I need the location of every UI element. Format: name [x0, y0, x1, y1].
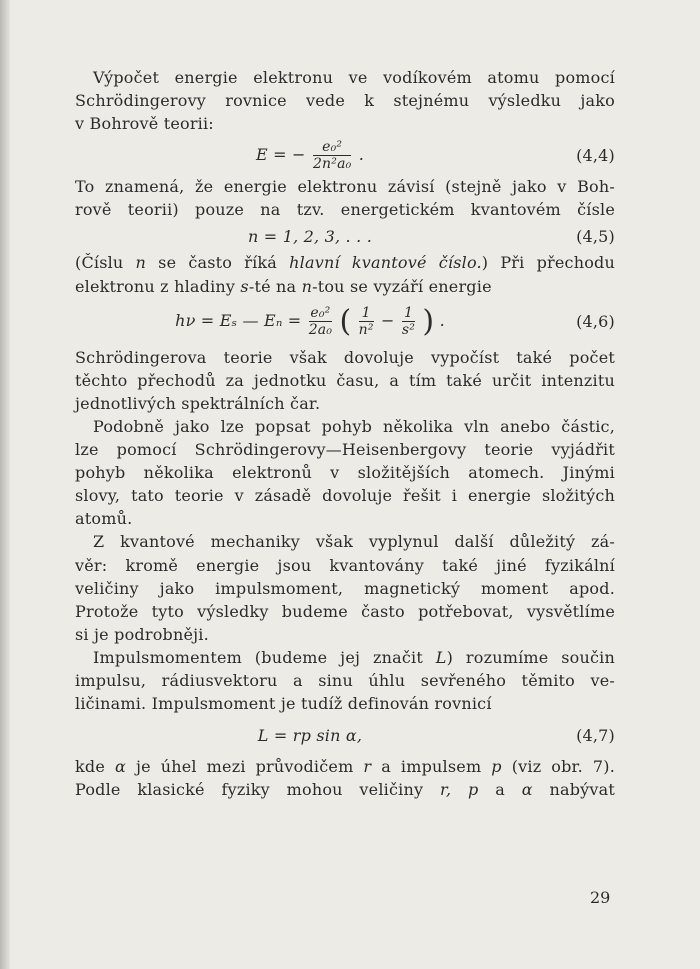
text-line: veličiny jako impulsmoment, magnetický moment apod.	[75, 578, 615, 598]
text-run-italic: n	[135, 253, 147, 273]
text-run: (Číslu	[75, 253, 136, 273]
text-run: a impulsem	[371, 757, 492, 777]
text-run: -té na	[248, 276, 302, 296]
equation-4-6	[75, 298, 615, 346]
text-line: atomů.	[75, 509, 133, 529]
text-line	[75, 755, 615, 778]
fraction	[309, 305, 332, 338]
paragraph-1	[75, 66, 615, 135]
paragraph-5	[75, 415, 615, 530]
text-run-italic: r	[363, 757, 372, 777]
text-line: těchto přechodů za jednotku času, a tím také určit intenzitu	[75, 370, 615, 390]
equation-number: (4,7)	[576, 725, 615, 745]
text-line: lze pomocí Schrödingerovy—Heisenbergovy teorie vyjádřit	[75, 440, 615, 460]
text-run: se často říká	[146, 253, 290, 273]
text-line: jednotlivých spektrálních čar.	[75, 393, 321, 413]
page-number: 29	[590, 888, 611, 907]
text-run: Impulsmomentem (budeme jej značit	[93, 647, 436, 667]
page-binding-edge	[0, 0, 10, 969]
text-line: Podobně jako lze popsat pohyb několika vln anebo částic,	[93, 416, 615, 436]
text-run-italic: p	[491, 757, 502, 777]
text-run-italic: n	[301, 276, 313, 296]
text-line: Schrödingerovy rovnice vede k stejnému výsledku jako	[75, 91, 615, 111]
fraction	[359, 305, 374, 338]
equation-body	[75, 305, 545, 338]
text-line: si je podrobněji.	[75, 624, 209, 644]
text-run: nabývat	[532, 780, 616, 800]
equation-4-5	[75, 221, 615, 251]
text-run: (viz obr. 7).	[501, 757, 615, 777]
denominator: s²	[401, 322, 416, 339]
fraction	[402, 305, 415, 338]
equation-body: n = 1, 2, 3, . . .	[248, 226, 372, 246]
denominator: 2n²a₀	[312, 155, 352, 172]
text-run: -tou se vyzáří energie	[312, 276, 492, 296]
text-line: věr: kromě energie jsou kvantovány také jiné fyzikální	[75, 555, 615, 575]
text-run: a	[478, 780, 522, 800]
equation-lhs: E = −	[255, 144, 306, 164]
text-line: slovy, tato teorie v zásadě dovoluje řešit i energie složitých	[75, 486, 615, 506]
text-line: v Bohrově teorii:	[75, 114, 214, 134]
text-line: pohyb několika elektronů v složitějších atomech. Jinými	[75, 463, 615, 483]
text-run-italic: α	[114, 757, 126, 777]
text-run-italic: L	[435, 647, 447, 667]
fraction	[313, 139, 352, 172]
text-run-italic: s	[240, 276, 249, 296]
right-parenthesis: )	[422, 304, 435, 340]
text-line: To znamená, že energie elektronu závisí (stejně jako v Boh-	[75, 177, 615, 197]
equation-body	[75, 139, 545, 172]
left-parenthesis: (	[339, 304, 352, 340]
paragraph-8	[75, 755, 615, 801]
numerator: 1	[403, 305, 414, 322]
paragraph-6	[75, 530, 615, 645]
minus-sign: −	[381, 311, 395, 331]
text-run: je úhel mezi průvodičem	[125, 757, 364, 777]
equation-body: L = rp sin α,	[257, 725, 363, 745]
equation-tail: .	[358, 144, 365, 164]
text-line: Z kvantové mechaniky však vyplynul další důležitý zá-	[93, 532, 615, 552]
numerator: e₀²	[322, 138, 343, 155]
paragraph-3	[75, 251, 615, 297]
text-run: Podle klasické fyziky mohou veličiny	[75, 780, 440, 800]
text-run: ) Při přechodu	[481, 253, 615, 273]
text-line	[75, 646, 615, 669]
text-run: ) rozumíme součin	[446, 647, 615, 667]
text-line: Schrödingerova teorie však dovoluje vypočíst také počet	[75, 347, 615, 367]
text-line: ličinami. Impulsmoment je tudíž definován rovnicí	[75, 694, 492, 714]
text-run-italic: hlavní kvantové číslo.	[289, 253, 482, 273]
text-line: impulsu, rádiusvektoru a sinu úhlu sevřeného těmito ve-	[75, 670, 615, 690]
text-run: kde	[75, 757, 115, 777]
denominator: 2a₀	[308, 322, 333, 339]
equation-4-7	[75, 715, 615, 755]
text-run-italic: α	[521, 780, 533, 800]
denominator: n²	[358, 322, 374, 339]
text-run: elektronu z hladiny	[75, 276, 241, 296]
text-line: Výpočet energie elektronu ve vodíkovém atomu pomocí	[93, 68, 615, 87]
paragraph-2	[75, 175, 615, 221]
equation-number: (4,6)	[576, 312, 615, 332]
text-line	[75, 778, 615, 801]
equation-4-4	[75, 135, 615, 175]
paragraph-7	[75, 646, 615, 715]
paragraph-4	[75, 346, 615, 415]
text-line	[75, 251, 615, 274]
equation-number: (4,4)	[576, 145, 615, 165]
numerator: 1	[361, 305, 371, 322]
text-run-italic: r, p	[439, 780, 479, 800]
equation-number: (4,5)	[576, 226, 615, 246]
equation-lhs: hν = Eₛ — Eₙ =	[175, 311, 302, 331]
page-content	[75, 66, 615, 801]
equation-tail: .	[439, 311, 445, 331]
numerator: e₀²	[310, 305, 331, 322]
text-line: rově teorii) pouze na tzv. energetickém kvantovém čísle	[75, 200, 615, 220]
text-line: Protože tyto výsledky budeme často potřebovat, vysvětlíme	[75, 601, 615, 621]
text-line	[75, 275, 615, 298]
